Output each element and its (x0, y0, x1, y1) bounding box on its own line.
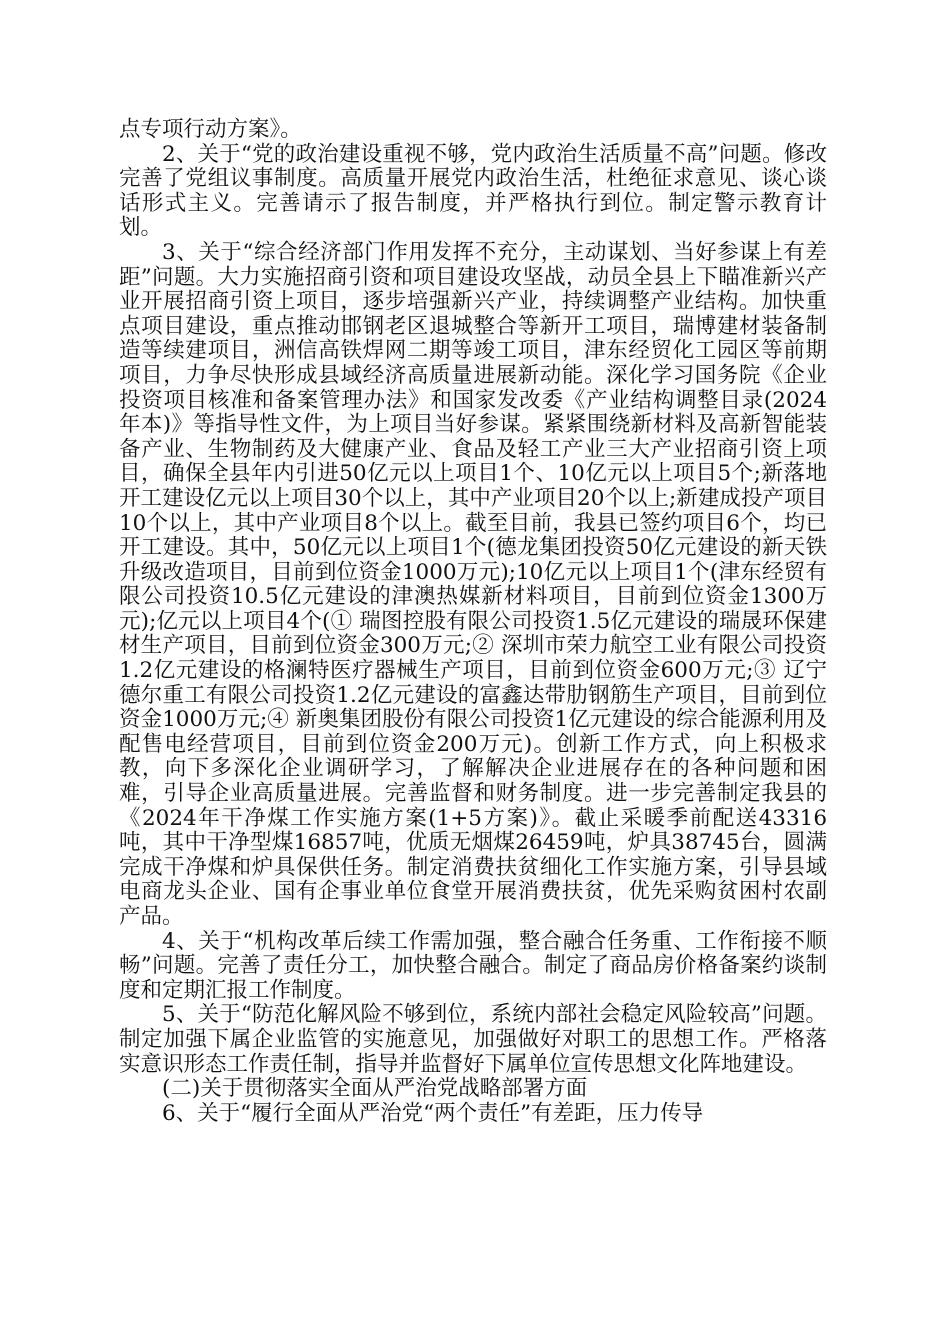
paragraph-action-plan-tail: 点专项行动方案》。 (119, 117, 302, 142)
paragraph-item-5: 5、关于“防范化解风险不够到位，系统内部社会稳定风险较高”问题。制定加强下属企业监管的实施意见，加强做好对职工的思想工作。严格落实意识形态工作责任制，指导并监督好下属单位宣传思想文化阵地建设。 (119, 1002, 827, 1077)
paragraph-item-6: 6、关于“履行全面从严治党“两个责任”有差距，压力传导 (162, 1100, 704, 1126)
section-heading-2: (二)关于贯彻落实全面从严治党战略部署方面 (162, 1076, 588, 1102)
paragraph-item-3: 3、关于“综合经济部门作用发挥不充分，主动谋划、当好参谋上有差距”问题。大力实施招商引资和项目建设攻坚战，动员全县上下瞄准新兴产业开展招商引资上项目，逐步培强新兴产业，持续调整产业结构。加快重点项目建设，重点推动邯钢老区退城整合等新开工项目，瑞博建材装备制造等续建项目，洲信高铁焊网二期等竣工项目，津东经贸化工园区等前期项目，力争尽快形成县域经济高质量进展新动能。深化学习国务院《企业投资项目核准和备案管理办法》和国家发改委《产业结构调整目录(2024年本)》等指导性文件，为上项目当好参谋。紧紧围绕新材料及高新智能装备产业、生物制药及大健康产业、食品及轻工产业三大产业招商引资上项目，确保全县年内引进50亿元以上项目1个、10亿元以上项目5个;新落地开工建设亿元以上项目30个以上，其中产业项目20个以上;新建成投产项目10个以上，其中产业项目8个以上。截至目前，我县已签约项目6个，均已开工建设。其中，50亿元以上项目1个(德龙集团投资50亿元建设的新天铁升级改造项目，目前到位资金1000万元);10亿元以上项目1个(津东经贸有限公司投资10.5亿元建设的津澳热媒新材料项目，目前到位资金1300万元);亿元以上项目4个(① 瑞图控股有限公司投资1.5亿元建设的瑞晟环保建材生产项目，目前到位资金300万元;② 深圳市荣力航空工业有限公司投资1.2亿元建设的格澜特医疗器械生产项目，目前到位资金600万元;③ 辽宁德尔重工有限公司投资1.2亿元建设的富鑫达带肋钢筋生产项目，目前到位资金1000万元;④ 新奥集团股份有限公司投资1亿元建设的综合能源利用及配售电经营项目，目前到位资金200万元)。创新工作方式，向上积极求教，向下多深化企业调研学习，了解解决企业进展存在的各种问题和困难，引导企业高质量进展。完善监督和财务制度。进一步完善制定我县的《2024年干净煤工作实施方案(1+5方案)》。截止采暖季前配送43316吨，其中干净型煤16857吨，优质无烟煤26459吨，炉具38745台，圆满完成干净煤和炉具保供任务。制定消费扶贫细化工作实施方案，引导县域电商龙头企业、国有企事业单位食堂开展消费扶贫，优先采购贫困村农副产品。 (119, 239, 827, 929)
paragraph-item-2: 2、关于“党的政治建设重视不够，党内政治生活质量不高”问题。修改完善了党组议事制度。高质量开展党内政治生活，杜绝征求意见、谈心谈话形式主义。完善请示了报告制度，并严格执行到位。制定警示教育计划。 (119, 141, 827, 241)
document-page (119, 118, 827, 1126)
paragraph-item-4: 4、关于“机构改革后续工作需加强，整合融合任务重、工作衔接不顺畅”问题。完善了责任分工，加快整合融合。制定了商品房价格备案约谈制度和定期汇报工作制度。 (119, 928, 827, 1003)
